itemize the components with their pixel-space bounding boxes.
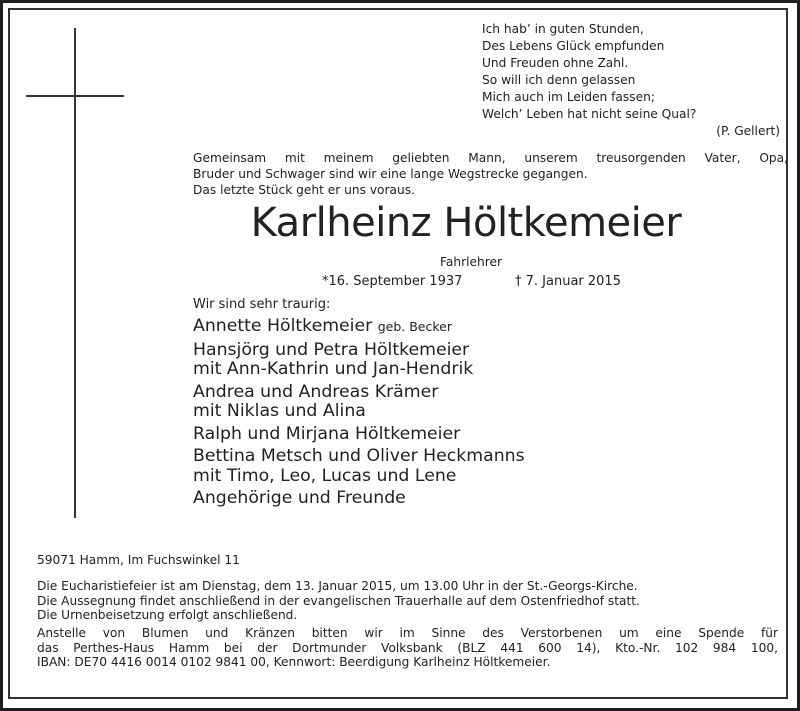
poem-line: Des Lebens Glück empfunden: [482, 39, 665, 53]
cross-horizontal-bar: [26, 95, 124, 97]
mourner-line: Hansjörg und Petra Höltkemeier: [193, 339, 470, 360]
poem-line: Welch’ Leben hat nicht seine Qual?: [482, 107, 697, 121]
donation-info: [37, 626, 778, 670]
mourner-line: Angehörige und Freunde: [193, 488, 406, 508]
mourner-line: Andrea und Andreas Krämer: [193, 381, 439, 402]
service-line: Die Eucharistiefeier ist am Dienstag, dem 13. Januar 2015, um 13.00 Uhr in der St.-Georgs-Kirche.: [37, 579, 638, 593]
poem-line: Mich auch im Leiden fassen;: [482, 90, 655, 104]
mourner-maiden-name: geb. Becker: [377, 319, 452, 334]
poem-line: Und Freuden ohne Zahl.: [482, 56, 629, 70]
intro-text: [193, 150, 788, 198]
intro-line: Gemeinsam mit meinem geliebten Mann, unserem treusorgenden Vater, Opa,: [193, 151, 788, 165]
mourner-line: mit Timo, Leo, Lucas und Lene: [193, 465, 457, 486]
mourners-heading: Wir sind sehr traurig:: [193, 297, 331, 312]
mourner-line: mit Niklas und Alina: [193, 401, 366, 421]
death-date: † 7. Januar 2015: [515, 274, 621, 289]
service-line: Die Aussegnung findet anschließend in der evangelischen Trauerhalle auf dem Ostenfriedhof statt.: [37, 593, 640, 608]
poem-line: So will ich denn gelassen: [482, 73, 636, 87]
service-info: [37, 579, 640, 623]
mourner-line: Ralph und Mirjana Höltkemeier: [193, 423, 461, 444]
cross-vertical-bar: [74, 28, 76, 518]
mourner-line: [193, 315, 525, 339]
birth-date: *16. September 1937: [322, 274, 463, 289]
mourner-name: Annette Höltkemeier: [193, 316, 373, 336]
intro-line: Bruder und Schwager sind wir eine lange Wegstrecke gegangen.: [193, 167, 588, 181]
donation-line: Anstelle von Blumen und Kränzen bitten wir im Sinne des Verstorbenen um eine Spende für: [37, 626, 778, 640]
deceased-profession: Fahrlehrer: [440, 255, 502, 269]
mourners-list: [193, 315, 525, 510]
poem: [482, 21, 784, 140]
donation-line: IBAN: DE70 4416 0014 0102 9841 00, Kennwort: Beerdigung Karlheinz Höltkemeier.: [37, 655, 551, 669]
deceased-name: Karlheinz Höltkemeier: [250, 200, 682, 246]
address: 59071 Hamm, Im Fuchswinkel 11: [37, 553, 240, 567]
donation-line: das Perthes-Haus Hamm bei der Dortmunder Volksbank (BLZ 441 600 14), Kto.-Nr. 102 984 100,: [37, 640, 778, 655]
mourner-line: mit Ann-Kathrin und Jan-Hendrik: [193, 359, 474, 379]
poem-line: Ich hab’ in guten Stunden,: [482, 22, 644, 36]
intro-line: Das letzte Stück geht er uns voraus.: [193, 183, 415, 197]
poem-author: (P. Gellert): [716, 124, 780, 138]
mourner-line: Bettina Metsch und Oliver Heckmanns: [193, 446, 525, 466]
service-line: Die Urnenbeisetzung erfolgt anschließend.: [37, 608, 298, 622]
